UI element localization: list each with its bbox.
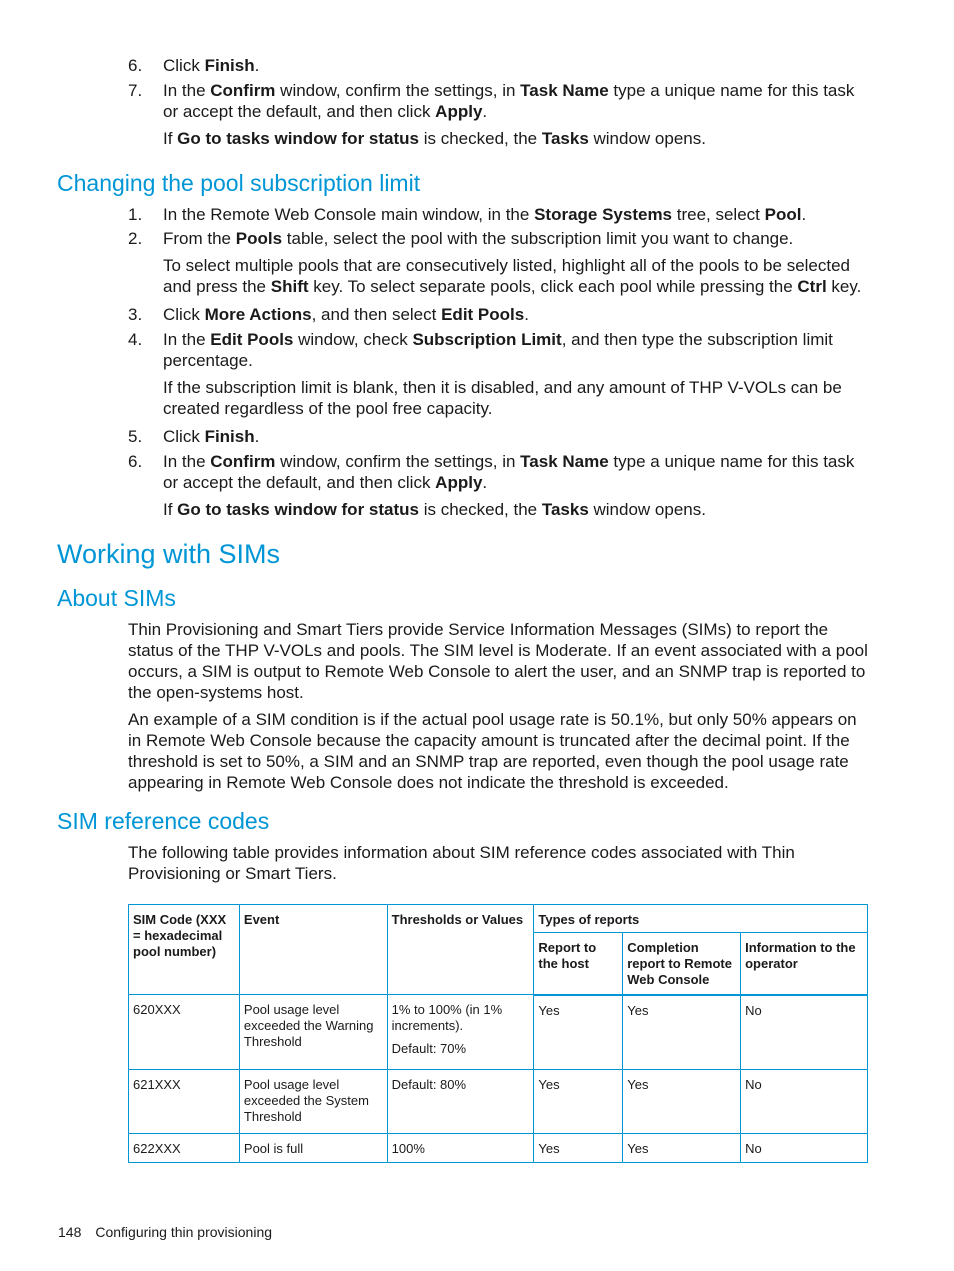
header-types-of-reports: Types of reports bbox=[534, 905, 868, 933]
heading-changing-pool-subscription-limit: Changing the pool subscription limit bbox=[57, 170, 421, 196]
cell-info-to-operator: No bbox=[741, 995, 868, 1070]
tasks-window-note-2: If Go to tasks window for status is checked, the Tasks window opens. bbox=[163, 500, 706, 519]
header-thresholds: Thresholds or Values bbox=[387, 905, 534, 995]
about-sims-paragraph-1: Thin Provisioning and Smart Tiers provide Service Information Messages (SIMs) to report the status of the THP V-VOLs and pools. The SIM level is Moderate. If an event associated with a pool occurs, a SIM is output to Remote Web Console to alert the user, and an SNMP trap is reported to the open-systems host. bbox=[128, 620, 868, 702]
sim-reference-table bbox=[128, 904, 868, 1163]
header-event: Event bbox=[239, 905, 387, 995]
cell-thresholds: 100% bbox=[387, 1134, 534, 1163]
page-footer bbox=[58, 1224, 286, 1240]
cell-thresholds: 1% to 100% (in 1% increments). Default: 70% bbox=[387, 995, 534, 1070]
cell-completion-report: Yes bbox=[623, 995, 741, 1070]
header-completion-report: Completion report to Remote Web Console bbox=[623, 933, 741, 995]
cell-info-to-operator: No bbox=[741, 1070, 868, 1134]
cell-event: Pool usage level exceeded the Warning Threshold bbox=[239, 995, 387, 1070]
header-sim-code: SIM Code (XXX = hexadecimal pool number) bbox=[129, 905, 240, 995]
page-number: 148 bbox=[58, 1224, 82, 1240]
cell-completion-report: Yes bbox=[623, 1134, 741, 1163]
header-info-to-operator: Information to the operator bbox=[741, 933, 868, 995]
tasks-window-note: If Go to tasks window for status is checked, the Tasks window opens. bbox=[163, 129, 706, 148]
cell-report-to-host: Yes bbox=[534, 995, 623, 1070]
subscription-blank-note: If the subscription limit is blank, then it is disabled, and any amount of THP V-VOLs can be created regardless of the pool free capacity. bbox=[163, 378, 842, 418]
cell-sim-code: 621XXX bbox=[129, 1070, 240, 1134]
header-report-to-host: Report to the host bbox=[534, 933, 623, 995]
cell-report-to-host: Yes bbox=[534, 1070, 623, 1134]
table-row bbox=[129, 1134, 868, 1163]
cell-event: Pool usage level exceeded the System Threshold bbox=[239, 1070, 387, 1134]
cell-sim-code: 622XXX bbox=[129, 1134, 240, 1163]
table-row bbox=[129, 1070, 868, 1134]
cell-info-to-operator: No bbox=[741, 1134, 868, 1163]
chapter-title: Configuring thin provisioning bbox=[95, 1224, 273, 1240]
cell-completion-report: Yes bbox=[623, 1070, 741, 1134]
heading-about-sims: About SIMs bbox=[57, 585, 176, 611]
about-sims-paragraph-2: An example of a SIM condition is if the actual pool usage rate is 50.1%, but only 50% appears on in Remote Web Console because the capacity amount is truncated after the decimal point. If the threshold is set to 50%, a SIM and an SNMP trap are reported, even though the pool usage rate appearing in Remote Web Console does not indicate the threshold is exceeded. bbox=[128, 710, 857, 792]
heading-working-with-sims: Working with SIMs bbox=[57, 539, 281, 569]
sim-reference-intro: The following table provides information about SIM reference codes associated with Thin Provisioning or Smart Tiers. bbox=[128, 843, 795, 883]
heading-sim-reference-codes: SIM reference codes bbox=[57, 808, 270, 834]
document-page: 6. Click Finish. 7. In the Confirm window, confirm the settings, in Task Name type a unique name for this task or accept the default, and then click Apply. If Go to tasks window for status is checked, the Tasks window opens. Changing the pool subscription limit 1. In the Remote Web Console main window, in the Storage Systems tree, select Pool. 2. From the Pools table, select the pool with the subscription limit you want to change. To select multiple pools that are consecutively listed, highlight all of the pools to be selected and press the Shift key. To select separate pools, click each pool while pressing the Ctrl key. 3. Click More Actions, and then select Edit Pools. 4. In the Edit Pools window, check Subscription Limit, and then type the subscription limit percentage. If the subscription limit is blank, then it is disabled, and any amount of THP V-VOLs can be created regardless of the pool free capacity. 5. Click Finish. 6. In the Confirm window, confirm the settings, in Task Name type a unique name for this task or accept the default, and then click Apply. If Go to tasks window for status is checked, the Tasks window opens. Working with SIMs About SIMs Thin Provisioning and Smart Tiers provide Service Information Messages (SIMs) to report the status of the THP V-VOLs and pools. The SIM level is Moderate. If an event associated with a pool occurs, a SIM is output to Remote Web Console to alert the user, and an SNMP trap is reported to the open-systems host. An example of a SIM condition is if the actual pool usage rate is 50.1%, but only 50% appears on in Remote Web Console because the capacity amount is truncated after the decimal point. If the threshold is set to 50%, a SIM and an SNMP trap are reported, even though the pool usage rate appearing in Remote Web Console does not indicate the threshold is exceeded. SIM reference codes The following table provides information about SIM reference codes associated with Thin Provisioning or Smart Tiers. SIM Code (XXX = hexadecimal pool number) Event Thresholds or Values Types of reports Report to the host Completion report to Remote Web Console Information to the operator 620XXX Pool usage level exceeded the Warning Threshold 1% to 100% (in 1% increments). Default: 70% Yes Yes No 621XXX Pool usage level exceeded the System Threshold Default: 80% Yes Yes No 622XXX Pool is full 100% Yes Yes No 148 Configuring thin provisioning bbox=[57, 56, 868, 1240]
cell-report-to-host: Yes bbox=[534, 1134, 623, 1163]
cell-sim-code: 620XXX bbox=[129, 995, 240, 1070]
multiple-pools-note: To select multiple pools that are consecutively listed, highlight all of the pools to be selected and press the Shift key. To select separate pools, click each pool while pressing the Ctrl key. bbox=[163, 256, 862, 296]
cell-thresholds: Default: 80% bbox=[387, 1070, 534, 1134]
table-row bbox=[129, 995, 868, 1070]
cell-event: Pool is full bbox=[239, 1134, 387, 1163]
